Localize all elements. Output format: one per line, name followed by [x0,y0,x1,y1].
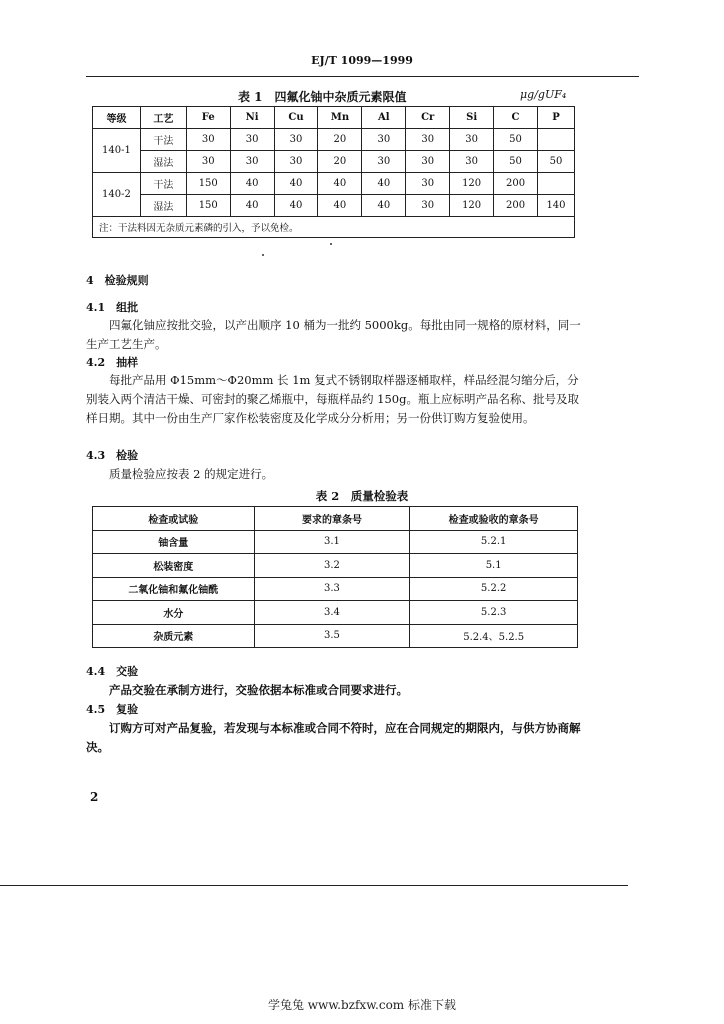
inspection-item-cell: 二氧化铀和氟化铀酰 [93,577,255,601]
value-cell: 200 [494,173,538,195]
table-row [93,554,578,578]
table1-note: 注：干法料因无杂质元素磷的引入，予以免检。 [93,217,575,238]
value-cell: 30 [406,195,450,217]
table-row [93,129,575,151]
scan-speck [262,254,264,256]
table1-col-header: Mn [318,107,362,129]
value-cell: 30 [450,151,494,173]
table1-col-header: Cr [406,107,450,129]
section-4-3-heading: 4.3 检验 [86,449,139,462]
impurity-limits-table [92,106,575,238]
value-cell: 40 [362,195,406,217]
value-cell: 40 [274,173,318,195]
inspection-item-cell: 松装密度 [93,554,255,578]
value-cell: 120 [450,195,494,217]
value-cell: 50 [494,151,538,173]
value-cell [537,129,574,151]
scan-speck [330,243,332,245]
required-clause-cell: 3.1 [254,530,410,554]
header-rule [86,76,639,77]
quality-inspection-table [92,506,578,648]
value-cell: 30 [450,129,494,151]
table-row [93,151,575,173]
section-4-heading: 4 检验规则 [86,274,149,287]
value-cell: 30 [274,151,318,173]
grade-cell: 140-1 [93,129,141,173]
required-clause-cell: 3.5 [254,624,410,648]
table1-col-header: P [537,107,574,129]
table1-col-header: Al [362,107,406,129]
value-cell: 40 [318,195,362,217]
section-4-1-heading: 4.1 组批 [86,301,139,314]
value-cell: 120 [450,173,494,195]
standard-code: EJ/T 1099—1999 [311,54,413,67]
process-cell: 干法 [140,129,186,151]
value-cell: 30 [186,151,230,173]
page-number: 2 [90,790,99,804]
section-4-4-heading: 4.4 交验 [86,665,139,678]
table1-title: 表 1 四氟化铀中杂质元素限值 [238,90,407,104]
table1-col-header: Si [450,107,494,129]
value-cell: 40 [230,173,274,195]
value-cell: 150 [186,195,230,217]
acceptance-clause-cell: 5.2.2 [410,577,578,601]
value-cell: 30 [230,151,274,173]
process-cell: 湿法 [140,151,186,173]
section-4-5-text: 订购方可对产品复验，若发现与本标准或合同不符时，应在合同规定的期限内，与供方协商解决。 [86,721,581,754]
table1-unit: μg/gUF₄ [520,88,567,101]
section-4-2-heading: 4.2 抽样 [86,356,139,369]
value-cell: 30 [362,151,406,173]
table2-col-header: 要求的章条号 [254,507,410,531]
value-cell: 20 [318,151,362,173]
acceptance-clause-cell: 5.1 [410,554,578,578]
value-cell: 50 [537,151,574,173]
process-cell: 湿法 [140,195,186,217]
table1-header-row [93,107,575,129]
value-cell: 140 [537,195,574,217]
required-clause-cell: 3.2 [254,554,410,578]
value-cell: 40 [318,173,362,195]
value-cell: 40 [274,195,318,217]
required-clause-cell: 3.4 [254,601,410,625]
value-cell: 30 [274,129,318,151]
value-cell: 40 [230,195,274,217]
section-4-2-text: 每批产品用 Φ15mm～Φ20mm 长 1m 复式不锈钢取样器逐桶取样，样品经混匀缩分后，分别装入两个清洁干燥、可密封的聚乙烯瓶中，每瓶样品约 150g。瓶上应标明产品名称、批号及取样日期。其中一份由生产厂家作松装密度及化学成分分析用；另一份供订购方复验使用。 [86,373,579,425]
bottom-rule [0,885,628,886]
download-watermark-footer: 学兔兔 www.bzfxw.com 标准下载 [267,998,457,1012]
table2-header-row [93,507,578,531]
section-4-4-text: 产品交验在承制方进行，交验依据本标准或合同要求进行。 [109,683,408,697]
value-cell: 150 [186,173,230,195]
table1-col-header: 等级 [93,107,141,129]
value-cell: 30 [406,173,450,195]
process-cell: 干法 [140,173,186,195]
table1-col-header: C [494,107,538,129]
table1-note-row [93,217,575,238]
value-cell [537,173,574,195]
value-cell: 30 [362,129,406,151]
required-clause-cell: 3.3 [254,577,410,601]
inspection-item-cell: 水分 [93,601,255,625]
acceptance-clause-cell: 5.2.4、5.2.5 [410,624,578,648]
acceptance-clause-cell: 5.2.3 [410,601,578,625]
value-cell: 30 [406,151,450,173]
table-row [93,530,578,554]
table-row [93,624,578,648]
table2-col-header: 检查或验收的章条号 [410,507,578,531]
table-row [93,173,575,195]
table-row [93,601,578,625]
value-cell: 30 [186,129,230,151]
value-cell: 20 [318,129,362,151]
value-cell: 50 [494,129,538,151]
table-row [93,577,578,601]
table1-col-header: Ni [230,107,274,129]
inspection-item-cell: 杂质元素 [93,624,255,648]
grade-cell: 140-2 [93,173,141,217]
section-4-3-text: 质量检验应按表 2 的规定进行。 [109,467,274,481]
table2-col-header: 检查或试验 [93,507,255,531]
table1-col-header: 工艺 [140,107,186,129]
section-4-5-heading: 4.5 复验 [86,703,139,716]
table2-title: 表 2 质量检验表 [315,489,409,503]
table1-col-header: Cu [274,107,318,129]
value-cell: 30 [230,129,274,151]
section-4-1-text: 四氟化铀应按批交验，以产出顺序 10 桶为一批约 5000kg。每批由同一规格的原材料，同一生产工艺生产。 [86,318,581,351]
inspection-item-cell: 铀含量 [93,530,255,554]
value-cell: 200 [494,195,538,217]
table1-col-header: Fe [186,107,230,129]
table-row [93,195,575,217]
acceptance-clause-cell: 5.2.1 [410,530,578,554]
value-cell: 40 [362,173,406,195]
value-cell: 30 [406,129,450,151]
